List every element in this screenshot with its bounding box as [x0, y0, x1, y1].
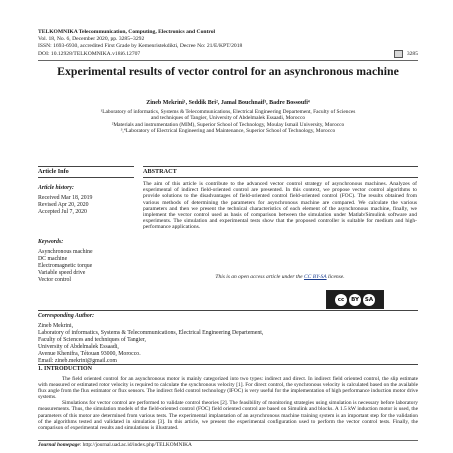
article-info-heading: Article Info	[38, 168, 69, 175]
by-icon: BY	[349, 294, 361, 306]
open-access-note	[143, 274, 417, 280]
sa-icon: SA	[363, 294, 375, 306]
corresponding-line: Avenue Khenifra, Tétouan 93000, Morocco.	[38, 351, 141, 357]
journal-volume: Vol. 18, No. 6, December 2020, pp. 3285~3292	[38, 36, 145, 42]
paper-authors: Zineb Mekrini¹, Seddik Bri², Jamal Bouchnaif³, Badre Bossoufi⁴	[146, 100, 310, 106]
introduction-paragraph: The field oriented control for an asynchronous motor is mainly categorized into two types: indirect and direct. In indirect field oriented control, the slip estimate with measured or estimated rotor velocity is required to calculate the synchronous velocity [1]. For direct control, the synchronous velocity is calculated based on the available flux angle from the flux estimator or flux sensors. The indirect field control technology (IFOC) is very useful for the implementation of high performance induction motor drive systems.	[38, 376, 418, 401]
journal-doi: DOI: 10.12928/TELKOMNIKA.v18i6.12707	[38, 50, 141, 57]
corresponding-details	[38, 323, 298, 365]
affiliation-line: ³,⁴Laboratory of Electrical Engineering and Maintenance, Superior School of Technology, Morocco	[120, 128, 336, 135]
history-revised: Revised Apr 20, 2020	[38, 202, 89, 208]
keyword-item: Vector control	[38, 277, 71, 283]
cc-license-badge[interactable]	[326, 290, 384, 309]
footer	[38, 442, 192, 448]
open-access-prefix: This is an open access article under the	[215, 274, 304, 280]
corresponding-line: Laboratory of informatics, Systems & Telecommunications, Electrical Engineering Departement,	[38, 330, 264, 336]
corresponding-rule-bottom	[38, 364, 418, 365]
keyword-item: Variable speed drive	[38, 270, 86, 276]
corresponding-rule	[38, 310, 418, 311]
license-link[interactable]: CC BY-SA	[304, 274, 327, 280]
keywords-label: Keywords:	[38, 239, 64, 245]
abstract-text: The aim of this article is contribute to the advanced vector control strategy of asynchronous machines. Analyzes of experimental of indirect field-oriented control are presented. In this context, we propose vector control algorithms to provide solutions to the disadvantages of field-oriented control field-oriented control (FOC). The results obtained from various methods of determining the parameters for asynchronous machine are compared. We calculate the various parameters and then we present the technical characteristics of each element of the asynchronous machine, finally, we implement the vector control used as basis of comparison between the simulation under Matlab/Simulink software and experiments. The simulation and experimental tests show that the proposed controller is suitable for medium and high-performance applications.	[143, 181, 417, 231]
journal-name: TELKOMNIKA Telecommunication, Computing, Electronics and Control	[38, 29, 216, 35]
paper-title: Experimental results of vector control for an asynchronous machine	[57, 64, 399, 78]
abstract-heading: ABSTRACT	[143, 168, 177, 175]
article-history	[38, 185, 130, 216]
journal-header	[38, 29, 418, 58]
open-access-suffix: license.	[326, 274, 345, 280]
footer-url[interactable]: : http://journal.uad.ac.id/index.php/TELKOMNIKA	[79, 442, 192, 448]
cc-icon: cc	[335, 294, 347, 306]
page-number: 3285	[406, 50, 418, 57]
header-rule	[38, 60, 418, 61]
corresponding-email: Email: zineb.mekrini@gmail.com	[38, 358, 117, 364]
article-info-rule-bottom	[38, 177, 134, 178]
abstract-rule-top	[143, 166, 418, 167]
affiliation-line: and techniques of Tangier, University of Abdelmalek Essaadi, Morocco	[150, 115, 306, 122]
history-label: Article history:	[38, 185, 74, 191]
introduction-heading: 1. INTRODUCTION	[38, 366, 93, 372]
article-info-rule-top	[38, 166, 134, 167]
footer-rule	[38, 440, 418, 441]
corresponding-line: Faculty of Sciences and techniques of Tangier,	[38, 337, 146, 343]
corresponding-line: Zineb Mekrini,	[38, 323, 74, 329]
history-accepted: Accepted Jul 7, 2020	[38, 209, 87, 215]
keyword-item: DC machine	[38, 256, 68, 262]
corresponding-label: Corresponding Author:	[38, 313, 95, 319]
affiliation-line: ¹Laboratory of informatics, Systems & Telecommunications, Electrical Engineering Departement, Faculty of Sciences	[100, 109, 356, 115]
affiliation-line: ²Materials and instrumentation (MIM), Superior School of Technology, Moulay Ismail University, Morocco	[111, 121, 345, 128]
corresponding-line: University of Abdelmalek Essaadi,	[38, 344, 119, 350]
abstract-rule-bottom	[143, 177, 418, 178]
introduction-paragraph: Simulations for vector control are performed to validate control theories [2]. The feasibility of monitoring strategies using simulation is necessary before laboratory measurements. Thus, the simulation models of the field-oriented control (FOC) field oriented control are based on Simulink and blocks. A 1.5 kW induction motor is used, the parameters of this motor are determined from various tests. The experimental implantation of an asynchronous machine training system is an important step for the validation of the algorithms tested and validated in simulation [3]. In this article, we present the experimental configuration used to perform the vector control tests. Finally, the comparison of experimental results and simulations is illustrated.	[38, 400, 418, 431]
affiliations	[38, 109, 418, 135]
keywords	[38, 239, 130, 284]
history-received: Received Mar 18, 2019	[38, 195, 93, 201]
journal-logo-icon	[394, 50, 403, 58]
introduction-body	[38, 376, 418, 431]
footer-label: Journal homepage	[38, 442, 80, 448]
journal-issn: ISSN: 1693-6930, accredited First Grade by Kemenristekdikti, Decree No: 21/E/KPT/2018	[38, 43, 243, 49]
keyword-item: Asynchronous machine	[38, 249, 93, 255]
keyword-item: Electromagnetic torque	[38, 263, 93, 269]
